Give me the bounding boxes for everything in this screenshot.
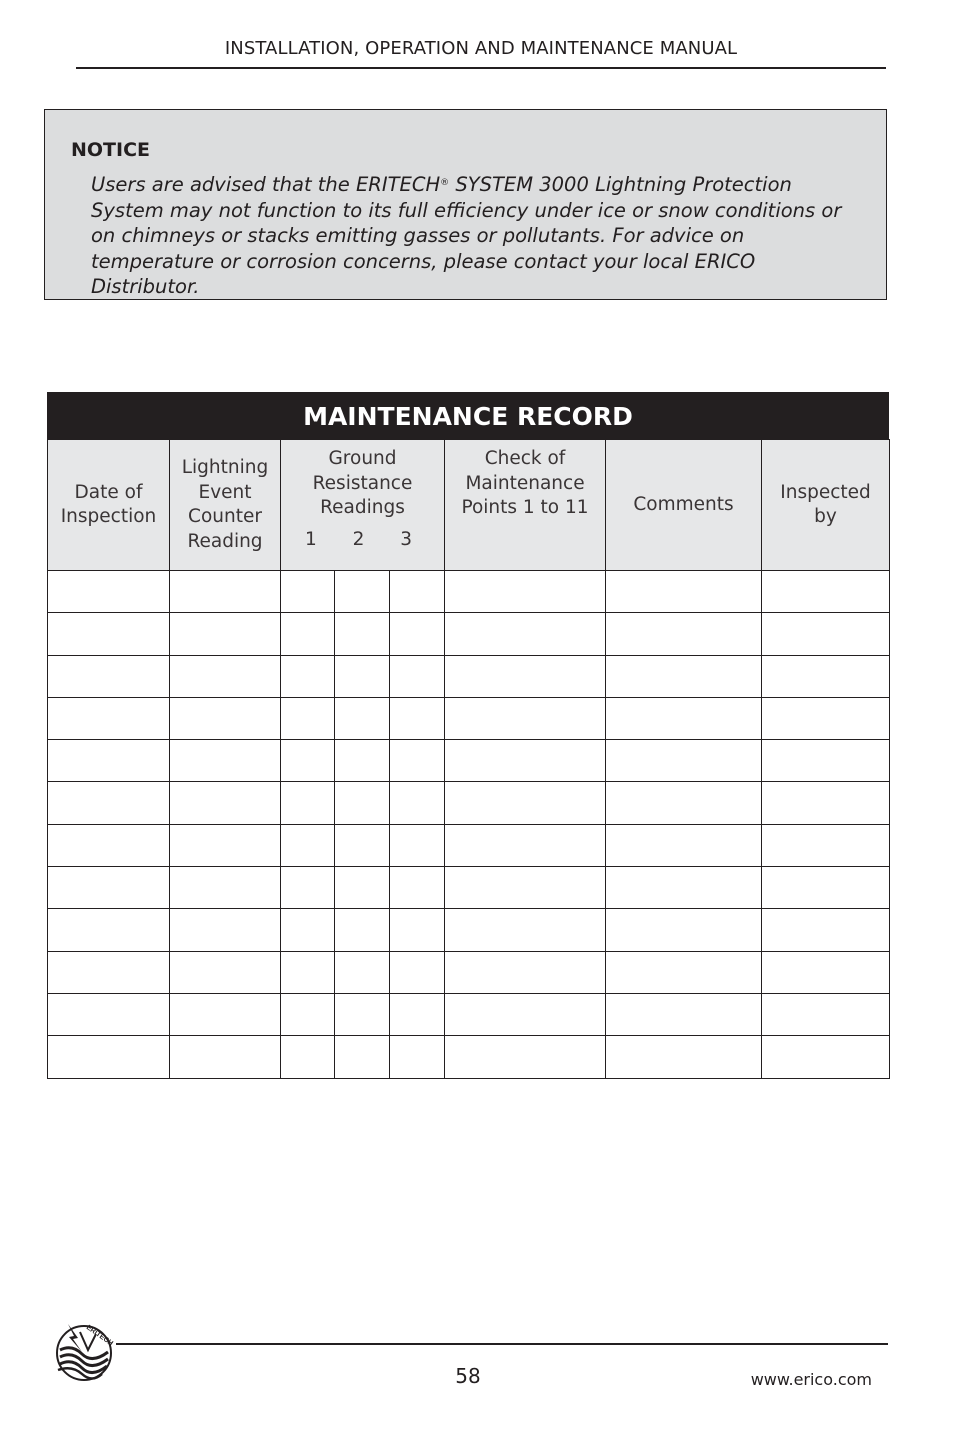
cell-inspected-by[interactable] [762, 697, 890, 739]
cell-ground-2[interactable] [335, 824, 390, 866]
cell-counter[interactable] [170, 655, 281, 697]
col-date-of-inspection: Date of Inspection [48, 440, 170, 571]
cell-counter[interactable] [170, 993, 281, 1035]
record-body [48, 571, 890, 1079]
cell-date[interactable] [48, 655, 170, 697]
notice-text-part2: SYSTEM 3000 Lightning Protection System may not function to its full efficiency under ice or snow conditions or on chimneys or stacks emitting gasses or pollutants. For advice on temperature or corrosion concerns, please contact your local ERICO Distributor. [91, 173, 842, 298]
registered-mark: ® [440, 178, 450, 188]
header-row [48, 440, 890, 571]
cell-check[interactable] [445, 867, 606, 909]
cell-comments[interactable] [606, 1036, 762, 1078]
cell-date[interactable] [48, 697, 170, 739]
cell-ground-1[interactable] [281, 1036, 335, 1078]
cell-ground-2[interactable] [335, 740, 390, 782]
cell-check[interactable] [445, 909, 606, 951]
footer-rule [116, 1343, 888, 1345]
cell-ground-3[interactable] [390, 655, 445, 697]
notice-box [44, 109, 887, 300]
cell-ground-1[interactable] [281, 613, 335, 655]
record-row [48, 655, 890, 697]
cell-date[interactable] [48, 571, 170, 613]
cell-ground-2[interactable] [335, 909, 390, 951]
record-row [48, 867, 890, 909]
cell-inspected-by[interactable] [762, 824, 890, 866]
cell-counter[interactable] [170, 867, 281, 909]
cell-inspected-by[interactable] [762, 740, 890, 782]
cell-ground-1[interactable] [281, 951, 335, 993]
cell-comments[interactable] [606, 571, 762, 613]
ground-reading-3: 3 [400, 528, 413, 550]
record-row [48, 613, 890, 655]
svg-text:ERITECH: ERITECH [84, 1324, 114, 1348]
notice-title: NOTICE [71, 139, 151, 161]
maintenance-record [47, 392, 889, 1079]
cell-check[interactable] [445, 824, 606, 866]
cell-inspected-by[interactable] [762, 571, 890, 613]
cell-date[interactable] [48, 782, 170, 824]
maintenance-record-table [47, 439, 890, 1079]
cell-counter[interactable] [170, 824, 281, 866]
cell-comments[interactable] [606, 993, 762, 1035]
eritech-logo-icon [52, 1320, 114, 1384]
header-rule [76, 67, 886, 69]
cell-check[interactable] [445, 782, 606, 824]
cell-counter[interactable] [170, 571, 281, 613]
record-row [48, 782, 890, 824]
cell-ground-3[interactable] [390, 824, 445, 866]
cell-ground-2[interactable] [335, 697, 390, 739]
cell-counter[interactable] [170, 909, 281, 951]
cell-ground-3[interactable] [390, 697, 445, 739]
cell-comments[interactable] [606, 740, 762, 782]
cell-ground-2[interactable] [335, 782, 390, 824]
cell-inspected-by[interactable] [762, 909, 890, 951]
maintenance-record-title: MAINTENANCE RECORD [47, 392, 889, 439]
record-row [48, 740, 890, 782]
cell-comments[interactable] [606, 867, 762, 909]
cell-comments[interactable] [606, 613, 762, 655]
record-row [48, 571, 890, 613]
cell-ground-1[interactable] [281, 993, 335, 1035]
cell-ground-3[interactable] [390, 1036, 445, 1078]
cell-comments[interactable] [606, 909, 762, 951]
cell-ground-2[interactable] [335, 993, 390, 1035]
col-ground-resistance-readings: Ground Resistance Readings 1 2 3 [281, 440, 445, 571]
cell-ground-3[interactable] [390, 782, 445, 824]
cell-inspected-by[interactable] [762, 655, 890, 697]
cell-ground-2[interactable] [335, 951, 390, 993]
cell-ground-1[interactable] [281, 782, 335, 824]
cell-ground-3[interactable] [390, 613, 445, 655]
cell-inspected-by[interactable] [762, 782, 890, 824]
page-number: 58 [455, 1364, 481, 1388]
cell-ground-2[interactable] [335, 655, 390, 697]
cell-check[interactable] [445, 951, 606, 993]
cell-ground-1[interactable] [281, 655, 335, 697]
cell-inspected-by[interactable] [762, 951, 890, 993]
cell-ground-1[interactable] [281, 571, 335, 613]
cell-check[interactable] [445, 993, 606, 1035]
cell-date[interactable] [48, 824, 170, 866]
ground-reading-2: 2 [352, 528, 365, 550]
cell-ground-1[interactable] [281, 909, 335, 951]
cell-ground-3[interactable] [390, 993, 445, 1035]
col-comments: Comments [606, 440, 762, 571]
cell-counter[interactable] [170, 697, 281, 739]
cell-ground-3[interactable] [390, 867, 445, 909]
cell-check[interactable] [445, 740, 606, 782]
record-row [48, 824, 890, 866]
cell-date[interactable] [48, 993, 170, 1035]
cell-counter[interactable] [170, 951, 281, 993]
ground-reading-numbers [281, 528, 444, 553]
notice-text [91, 171, 861, 300]
cell-inspected-by[interactable] [762, 1036, 890, 1078]
cell-date[interactable] [48, 909, 170, 951]
cell-inspected-by[interactable] [762, 613, 890, 655]
cell-check[interactable] [445, 613, 606, 655]
cell-comments[interactable] [606, 697, 762, 739]
record-row [48, 909, 890, 951]
record-row [48, 993, 890, 1035]
cell-ground-3[interactable] [390, 909, 445, 951]
cell-date[interactable] [48, 1036, 170, 1078]
cell-ground-2[interactable] [335, 571, 390, 613]
notice-text-part1: Users are advised that the ERITECH [91, 173, 441, 196]
cell-inspected-by[interactable] [762, 867, 890, 909]
cell-comments[interactable] [606, 824, 762, 866]
record-row [48, 1036, 890, 1078]
cell-date[interactable] [48, 740, 170, 782]
cell-counter[interactable] [170, 613, 281, 655]
cell-check[interactable] [445, 1036, 606, 1078]
col-lightning-event-counter: Lightning Event Counter Reading [170, 440, 281, 571]
cell-ground-3[interactable] [390, 740, 445, 782]
running-header: INSTALLATION, OPERATION AND MAINTENANCE MANUAL [224, 38, 738, 59]
website-link[interactable]: www.erico.com [750, 1370, 872, 1389]
record-row [48, 951, 890, 993]
cell-ground-1[interactable] [281, 867, 335, 909]
cell-comments[interactable] [606, 655, 762, 697]
cell-check[interactable] [445, 655, 606, 697]
cell-date[interactable] [48, 951, 170, 993]
cell-ground-2[interactable] [335, 867, 390, 909]
cell-counter[interactable] [170, 782, 281, 824]
cell-ground-3[interactable] [390, 571, 445, 613]
col-check-of-maintenance: Check of Maintenance Points 1 to 11 [445, 440, 606, 571]
cell-inspected-by[interactable] [762, 993, 890, 1035]
cell-comments[interactable] [606, 951, 762, 993]
cell-check[interactable] [445, 571, 606, 613]
col-inspected-by: Inspected by [762, 440, 890, 571]
cell-ground-2[interactable] [335, 613, 390, 655]
cell-counter[interactable] [170, 740, 281, 782]
cell-date[interactable] [48, 867, 170, 909]
cell-ground-3[interactable] [390, 951, 445, 993]
cell-ground-1[interactable] [281, 697, 335, 739]
cell-ground-1[interactable] [281, 824, 335, 866]
cell-ground-1[interactable] [281, 740, 335, 782]
cell-counter[interactable] [170, 1036, 281, 1078]
cell-date[interactable] [48, 613, 170, 655]
cell-ground-2[interactable] [335, 1036, 390, 1078]
ground-reading-1: 1 [304, 528, 317, 550]
cell-comments[interactable] [606, 782, 762, 824]
cell-check[interactable] [445, 697, 606, 739]
record-row [48, 697, 890, 739]
